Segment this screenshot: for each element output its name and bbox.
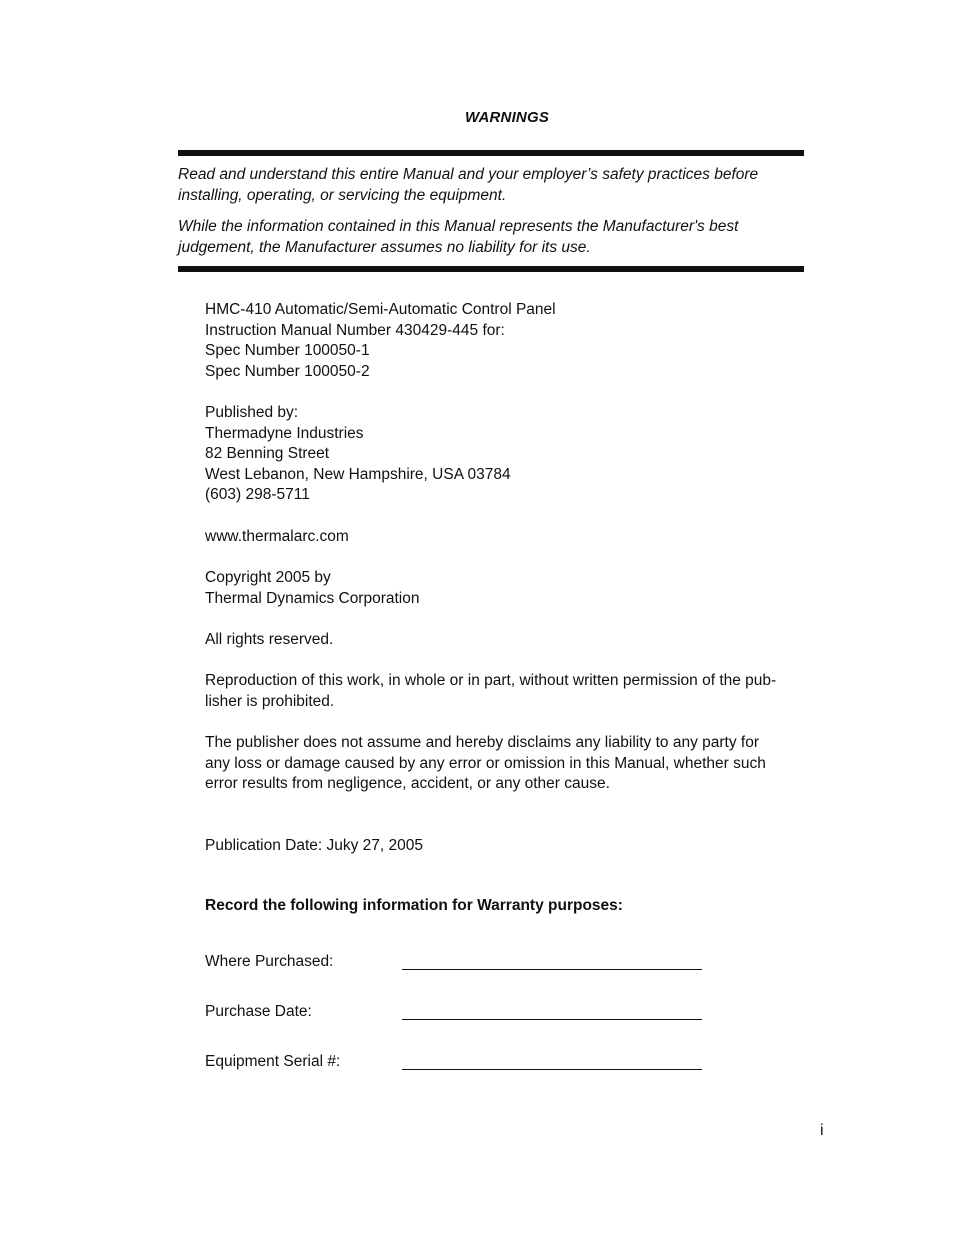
copyright-line-1: Copyright 2005 by bbox=[205, 569, 331, 586]
warning-paragraph-safety: Read and understand this entire Manual and your employer’s safety practices before installing, operating, or servicing the equipment. bbox=[178, 166, 759, 204]
manual-number: Instruction Manual Number 430429-445 for: bbox=[205, 321, 505, 339]
disclaimer-text: The publisher does not assume and hereby disclaims any liability to any party for any loss or damage caused by any error or omission in this Manual, whether such error results from negligence, accident, or any other cause. bbox=[205, 734, 766, 793]
warnings-bottom-rule bbox=[178, 266, 804, 272]
rights-block bbox=[205, 630, 790, 651]
purchase-date-label: Purchase Date: bbox=[205, 1003, 312, 1020]
serial-number-blank bbox=[402, 1069, 702, 1070]
copyright-line-2: Thermal Dynamics Corporation bbox=[205, 589, 420, 607]
publisher-street: 82 Benning Street bbox=[205, 445, 330, 463]
publication-date: Publication Date: Juky 27, 2005 bbox=[205, 837, 423, 854]
product-title: HMC-410 Automatic/Semi-Automatic Control Panel bbox=[205, 301, 556, 318]
publisher-info bbox=[205, 403, 790, 506]
website-url: www.thermalarc.com bbox=[205, 528, 349, 545]
copyright-block bbox=[205, 568, 790, 609]
publisher-city: West Lebanon, New Hampshire, USA 03784 bbox=[205, 465, 511, 483]
spec-number-1: Spec Number 100050-1 bbox=[205, 342, 370, 360]
website-block bbox=[205, 527, 790, 548]
product-info bbox=[205, 300, 790, 382]
warranty-heading: Record the following information for Warranty purposes: bbox=[205, 897, 623, 914]
serial-number-label: Equipment Serial #: bbox=[205, 1053, 341, 1070]
where-purchased-blank bbox=[402, 969, 702, 970]
rights-text: All rights reserved. bbox=[205, 631, 334, 648]
publication-date-block bbox=[205, 836, 790, 857]
publisher-phone: (603) 298-5711 bbox=[205, 486, 310, 504]
purchase-date-row bbox=[205, 1003, 725, 1025]
page-number: i bbox=[820, 1122, 824, 1139]
spec-number-2: Spec Number 100050-2 bbox=[205, 362, 370, 380]
warnings-title: WARNINGS bbox=[464, 109, 550, 126]
warning-paragraph-liability: While the information contained in this Manual represents the Manufacturer's best judgement, the Manufacturer assumes no liability for its use. bbox=[178, 218, 739, 256]
disclaimer-block bbox=[205, 733, 787, 795]
serial-number-row bbox=[205, 1053, 725, 1075]
where-purchased-label: Where Purchased: bbox=[205, 953, 334, 970]
publisher-label: Published by: bbox=[205, 404, 299, 421]
publisher-name: Thermadyne Industries bbox=[205, 424, 364, 442]
warnings-top-rule bbox=[178, 150, 804, 156]
reproduction-text: Reproduction of this work, in whole or in part, without written permission of the pub- lisher is prohibited. bbox=[205, 672, 777, 710]
reproduction-block bbox=[205, 671, 787, 712]
where-purchased-row bbox=[205, 953, 725, 975]
purchase-date-blank bbox=[402, 1019, 702, 1020]
warranty-heading-block bbox=[205, 896, 790, 917]
